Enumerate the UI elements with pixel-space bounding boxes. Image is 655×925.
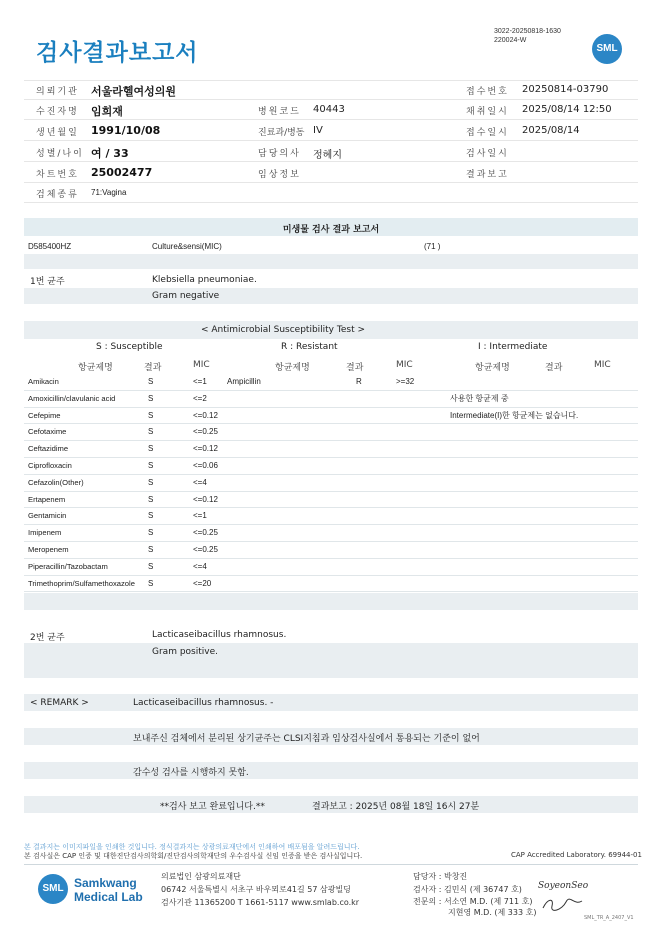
drug-result: S	[148, 427, 154, 436]
signature: SoyeonSeo	[538, 881, 589, 891]
drug-name: Cefepime	[28, 411, 61, 420]
gram-band	[24, 288, 638, 304]
drug-result: S	[148, 444, 154, 453]
remark-band	[24, 694, 638, 711]
dept-label: 진료과/병동	[258, 128, 305, 138]
drug-result: S	[148, 461, 154, 470]
remark-line-3: 감수성 검사를 시행하지 못함.	[133, 768, 249, 778]
drug-name: Cefazolin(Other)	[28, 478, 84, 487]
test-code: D585400HZ	[28, 242, 72, 251]
examiner: 검사자 : 김민식 (제 36747 호)	[413, 885, 522, 894]
clinical-label: 임상정보	[258, 170, 301, 180]
chart-value: 25002477	[91, 166, 153, 179]
strain2-label: 2번 균주	[30, 633, 65, 643]
drug-mic: <=4	[193, 562, 207, 571]
intermediate-note-2: Intermediate(I)한 항균제는 없습니다.	[450, 411, 579, 420]
row-divider	[24, 541, 638, 542]
divider	[24, 182, 638, 183]
row-divider	[24, 524, 638, 525]
drug-mic: <=1	[193, 377, 207, 386]
drug-result: S	[148, 394, 154, 403]
divider	[24, 140, 638, 141]
drug-mic: <=20	[193, 579, 212, 588]
footer-divider	[24, 864, 638, 865]
drug-mic: <=0.12	[193, 495, 218, 504]
divider	[24, 202, 638, 203]
drug-mic: <=0.25	[193, 528, 218, 537]
cap-accreditation: CAP Accredited Laboratory. 69944-01	[511, 851, 642, 859]
row-divider	[24, 440, 638, 441]
row-divider	[24, 507, 638, 508]
sml-footer-logo: SML	[38, 874, 68, 904]
remark-label: < REMARK >	[30, 698, 89, 708]
doctor-label: 담당의사	[258, 149, 301, 159]
col-drug-header: 항균제명	[275, 363, 310, 373]
col-mic-header: MIC	[396, 360, 413, 370]
brand-name-1: Samkwang	[74, 876, 137, 890]
chart-label: 차트번호	[36, 170, 79, 180]
drug-result: S	[148, 511, 154, 520]
drug-result: S	[148, 411, 154, 420]
hospital-label: 의뢰기관	[36, 87, 79, 97]
sex-age-value: 여 / 33	[91, 147, 129, 160]
strain2-name: Lacticaseibacillus rhamnosus.	[152, 630, 287, 640]
drug-name: Ampicillin	[227, 377, 261, 386]
drug-name: Cefotaxime	[28, 427, 67, 436]
accreditation-notice: 본 검사실은 CAP 인증 및 대한진단검사의학회/진단검사의학재단의 우수검사실 신임 인증을 받은 검사실입니다.	[24, 852, 363, 860]
drug-result: S	[148, 579, 154, 588]
strain1-gram: Gram negative	[152, 291, 220, 301]
remark-line-2: 보내주신 검체에서 분리된 상기균주는 CLSI지침과 임상검사실에서 통용되는 기준이 없어	[133, 734, 480, 744]
drug-result: S	[148, 478, 154, 487]
row-divider	[24, 558, 638, 559]
drug-name: Meropenem	[28, 545, 69, 554]
dob-value: 1991/10/08	[91, 124, 161, 137]
sex-age-label: 성별/나이	[36, 149, 84, 159]
row-divider	[24, 390, 638, 391]
legend-intermediate: I : Intermediate	[478, 342, 548, 352]
drug-name: Piperacillin/Tazobactam	[28, 562, 108, 571]
drug-name: Trimethoprim/Sulfamethoxazole	[28, 579, 135, 588]
test-name: Culture&sensi(MIC)	[152, 242, 222, 251]
collect-label: 채취일시	[466, 107, 509, 117]
spacer-band	[24, 660, 638, 678]
form-code: SML_TR_A_2407_V1	[584, 915, 634, 921]
org-name: 의료법인 삼광의료재단	[161, 872, 241, 881]
test-date-label: 검사일시	[466, 149, 509, 159]
receipt-date-label: 접수일시	[466, 128, 509, 138]
strain1-label: 1번 균주	[30, 277, 65, 287]
col-result-header: 결과	[346, 363, 364, 373]
result-report-time: 결과보고 : 2025년 08월 18일 16시 27분	[312, 802, 480, 812]
col-mic-header: MIC	[193, 360, 210, 370]
org-address: 06742 서울특별시 서초구 바우뫼로41길 57 삼광빌딩	[161, 885, 351, 894]
row-divider	[24, 491, 638, 492]
drug-result: S	[148, 495, 154, 504]
intermediate-note-1: 사용한 항균제 중	[450, 394, 509, 403]
recipient-label: 수진자명	[36, 107, 79, 117]
drug-result: S	[148, 562, 154, 571]
drug-mic: <=0.25	[193, 427, 218, 436]
divider	[24, 119, 638, 120]
hosp-code-value: 40443	[313, 104, 345, 115]
gram-band	[24, 643, 638, 660]
row-divider	[24, 474, 638, 475]
report-complete: **검사 보고 완료입니다.**	[160, 802, 265, 812]
recipient-value: 임희재	[91, 105, 123, 118]
person-in-charge: 담당자 : 박창진	[413, 872, 468, 881]
legend-resistant: R : Resistant	[281, 342, 338, 352]
hosp-code-label: 병원코드	[258, 107, 301, 117]
brand-name-2: Medical Lab	[74, 890, 143, 904]
collect-value: 2025/08/14 12:50	[522, 104, 612, 115]
drug-mic: <=1	[193, 511, 207, 520]
receipt-no-value: 20250814-03790	[522, 84, 609, 95]
row-divider	[24, 407, 638, 408]
drug-mic: <=2	[193, 394, 207, 403]
drug-mic: <=0.12	[193, 444, 218, 453]
legend-susceptible: S : Susceptible	[96, 342, 163, 352]
result-report-label: 결과보고	[466, 170, 509, 180]
row-divider	[24, 457, 638, 458]
receipt-no-label: 접수번호	[466, 87, 509, 97]
col-drug-header: 항균제명	[475, 363, 510, 373]
doc-code-2: 220024-W	[494, 37, 527, 44]
divider	[24, 80, 638, 81]
sml-logo: SML	[592, 34, 622, 64]
divider	[24, 99, 638, 100]
drug-result: S	[148, 377, 154, 386]
drug-mic: <=4	[193, 478, 207, 487]
page-title: 검사결과보고서	[36, 40, 199, 66]
drug-name: Amoxicillin/clavulanic acid	[28, 394, 116, 403]
row-divider	[24, 591, 638, 592]
drug-name: Ceftazidime	[28, 444, 69, 453]
drug-result: S	[148, 528, 154, 537]
doctor-value: 정혜지	[313, 150, 342, 161]
spacer-band	[24, 593, 638, 610]
signature-scribble-icon	[540, 896, 585, 912]
strain2-gram: Gram positive.	[152, 647, 218, 657]
col-mic-header: MIC	[594, 360, 611, 370]
dob-label: 생년월일	[36, 128, 79, 138]
drug-mic: <=0.06	[193, 461, 218, 470]
doc-code-1: 3022-20250818-1630	[494, 28, 561, 35]
receipt-date-value: 2025/08/14	[522, 125, 580, 136]
drug-name: Imipenem	[28, 528, 62, 537]
image-notice: 본 결과지는 이미지파일을 인쇄한 것입니다. 정식결과지는 상광의료재단에서 인쇄하여 배포됨을 알려드립니다.	[24, 843, 360, 851]
row-divider	[24, 423, 638, 424]
specialist-1: 전문의 : 서소연 M.D. (제 711 호)	[413, 897, 533, 906]
divider	[24, 161, 638, 162]
strain1-name: Klebsiella pneumoniae.	[152, 275, 257, 285]
drug-name: Ciprofloxacin	[28, 461, 72, 470]
row-divider	[24, 575, 638, 576]
doc-code	[494, 27, 561, 45]
col-result-header: 결과	[545, 363, 563, 373]
drug-mic: <=0.25	[193, 545, 218, 554]
specimen-label: 검체종류	[36, 190, 79, 200]
remark-line-1: Lacticaseibacillus rhamnosus. -	[133, 698, 274, 708]
hospital-value: 서울라헬여성의원	[91, 85, 177, 98]
section-title: 미생물 검사 결과 보고서	[282, 225, 380, 235]
drug-name: Ertapenem	[28, 495, 66, 504]
spacer-band	[24, 254, 638, 269]
col-result-header: 결과	[144, 363, 162, 373]
ast-title: < Antimicrobial Susceptibility Test >	[201, 325, 365, 335]
drug-result: R	[356, 377, 362, 386]
test-number: (71 )	[424, 242, 441, 251]
remark-band	[24, 762, 638, 779]
col-drug-header: 항균제명	[78, 363, 113, 373]
dept-value: IV	[313, 125, 323, 136]
specialist-2: 지현영 M.D. (제 333 호)	[448, 908, 537, 917]
drug-mic: <=0.12	[193, 411, 218, 420]
specimen-value: 71:Vagina	[91, 188, 127, 197]
drug-result: S	[148, 545, 154, 554]
drug-mic: >=32	[396, 377, 415, 386]
org-contact: 검사기관 11365200 T 1661-5117 www.smlab.co.kr	[161, 898, 360, 907]
drug-name: Amikacin	[28, 377, 59, 386]
drug-name: Gentamicin	[28, 511, 67, 520]
